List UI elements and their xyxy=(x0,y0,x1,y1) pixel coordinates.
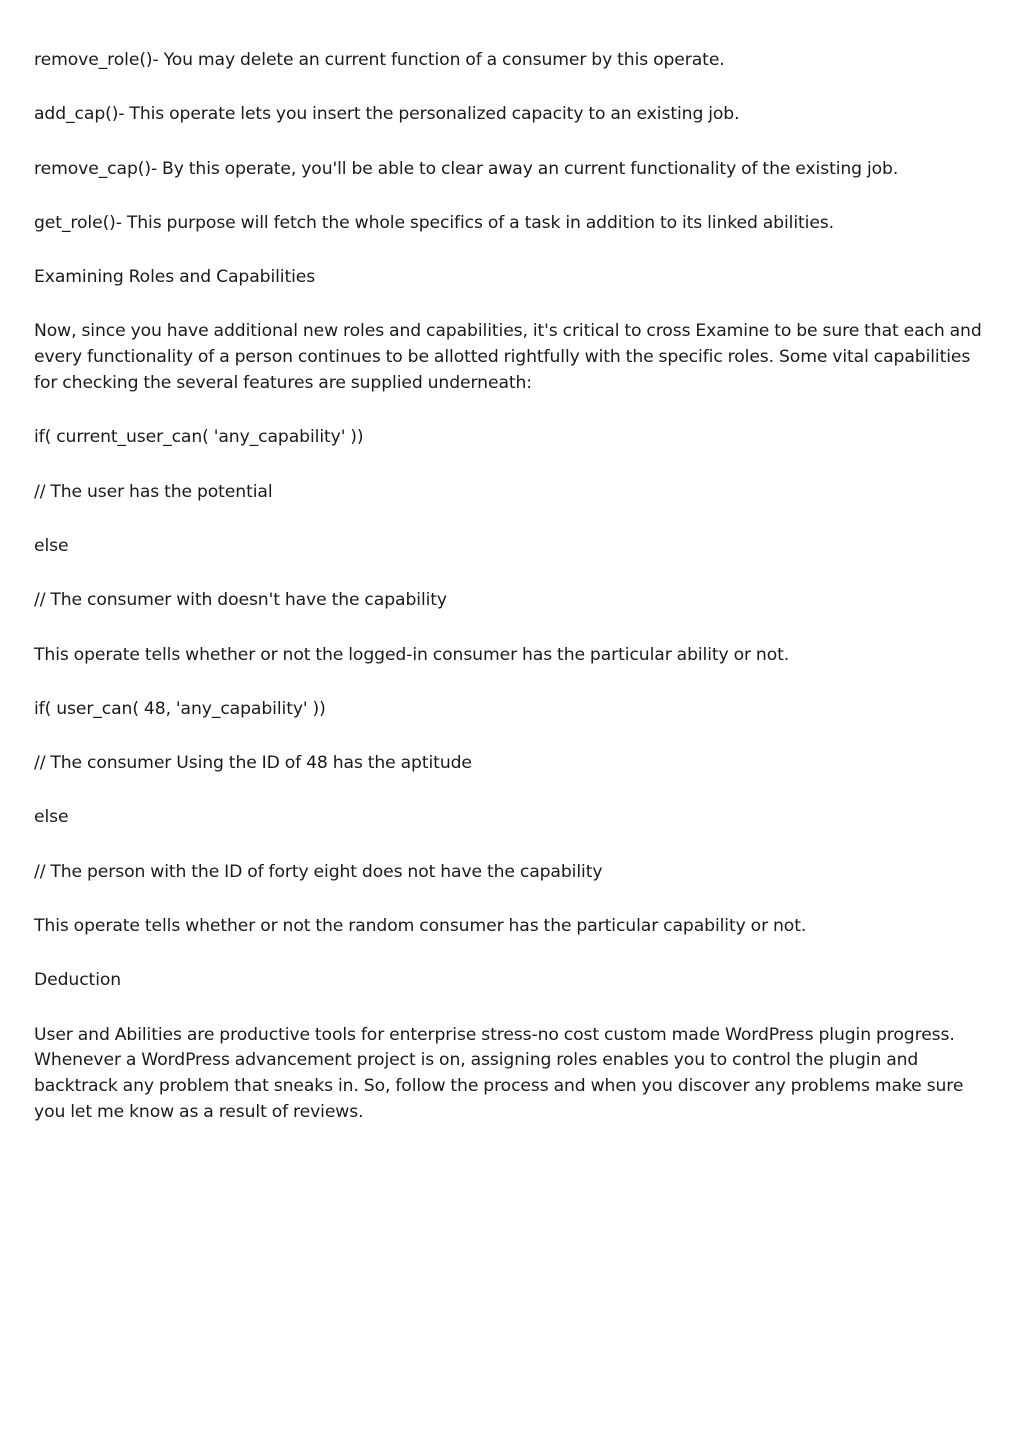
code-line-current-user-can: if( current_user_can( 'any_capability' )) xyxy=(34,427,364,448)
paragraph-remove-cap: remove_cap()- By this operate, you'll be able to clear away an current functionality of the existing job. xyxy=(34,158,899,179)
code-line-user-can: if( user_can( 48, 'any_capability' )) xyxy=(34,698,326,719)
paragraph-random-explain: This operate tells whether or not the random consumer has the particular capability or not. xyxy=(34,916,807,937)
code-comment-user-has: // The user has the potential xyxy=(34,481,273,502)
paragraph-intro-checking: Now, since you have additional new roles and capabilities, it's critical to cross Examine to be sure that each and every functionality of a person continues to be allotted rightfully with the specific roles. Some vital capabilities for checking the several features are supplied underneath: xyxy=(34,321,982,394)
code-comment-id-lacks: // The person with the ID of forty eight does not have the capability xyxy=(34,861,603,882)
section-heading-deduction: Deduction xyxy=(34,970,122,991)
document-page xyxy=(34,48,994,1154)
code-line-else-2: else xyxy=(34,807,69,828)
code-comment-id-has: // The consumer Using the ID of 48 has the aptitude xyxy=(34,753,472,774)
paragraph-logged-in-explain: This operate tells whether or not the logged-in consumer has the particular ability or not. xyxy=(34,644,790,665)
code-comment-user-lacks: // The consumer with doesn't have the capability xyxy=(34,590,448,611)
paragraph-get-role: get_role()- This purpose will fetch the whole specifics of a task in addition to its linked abilities. xyxy=(34,212,835,233)
paragraph-add-cap: add_cap()- This operate lets you insert the personalized capacity to an existing job. xyxy=(34,104,740,125)
paragraph-remove-role: remove_role()- You may delete an current function of a consumer by this operate. xyxy=(34,50,725,70)
code-line-else: else xyxy=(34,535,69,556)
section-heading-examining: Examining Roles and Capabilities xyxy=(34,267,316,288)
paragraph-conclusion: User and Abilities are productive tools for enterprise stress-no cost custom made WordPress plugin progress. Whenever a WordPress advancement project is on, assigning roles enables you to control the plugin and backtrack any problem that sneaks in. So, follow the process and when you discover any problems make sure you let me know as a result of reviews. xyxy=(34,1024,964,1123)
